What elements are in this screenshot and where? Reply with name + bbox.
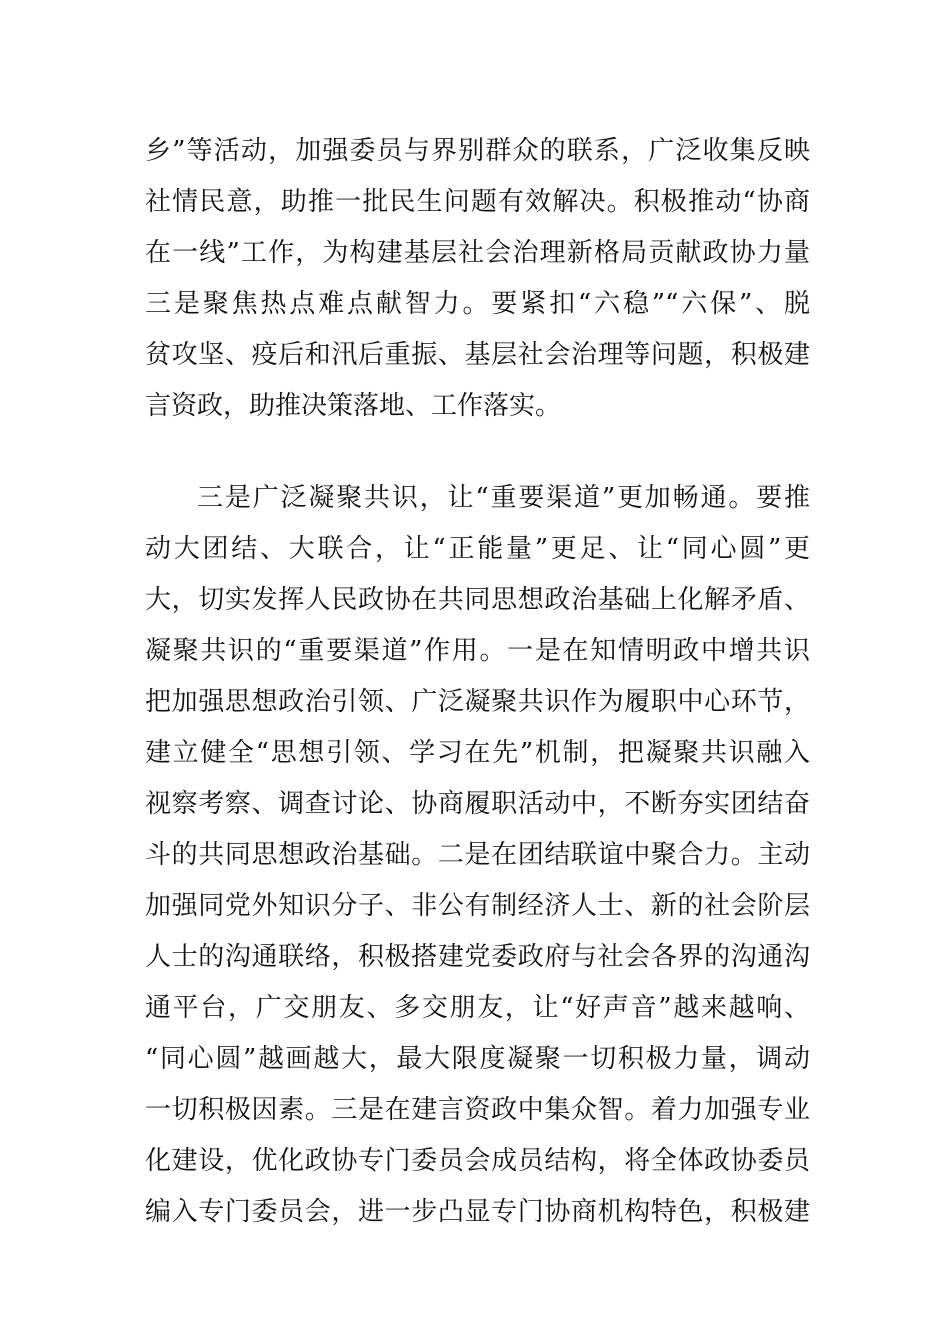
text-line: 通平台，广交朋友、多交朋友，让“好声音”越来越响、 <box>145 993 810 1023</box>
text-line: 编入专门委员会，进一步凸显专门协商机构特色，积极建 <box>145 1197 810 1227</box>
text-line: “同心圆”越画越大，最大限度凝聚一切积极力量，调动 <box>145 1044 810 1074</box>
text-line: 视察考察、调查讨论、协商履职活动中，不断夯实团结奋 <box>145 789 810 819</box>
text-line: 加强同党外知识分子、非公有制经济人士、新的社会阶层 <box>145 891 810 921</box>
text-line: 动大团结、大联合，让“正能量”更足、让“同心圆”更 <box>145 534 810 564</box>
text-line: 三是聚焦热点难点献智力。要紧扣“六稳”“六保”、脱 <box>145 289 810 319</box>
text-line: 三是广泛凝聚共识，让“重要渠道”更加畅通。要推 <box>197 483 810 513</box>
paragraph-1 <box>145 126 810 432</box>
text-line: 社情民意，助推一批民生问题有效解决。积极推动“协商 <box>145 187 810 217</box>
text-line: 大，切实发挥人民政协在共同思想政治基础上化解矛盾、 <box>145 585 810 615</box>
text-line: 凝聚共识的“重要渠道”作用。一是在知情明政中增共识 <box>145 636 810 666</box>
text-line: 人士的沟通联络，积极搭建党委政府与社会各界的沟通沟 <box>145 942 810 972</box>
text-line: 乡”等活动，加强委员与界别群众的联系，广泛收集反映 <box>145 136 810 166</box>
text-line: 化建设，优化政协专门委员会成员结构，将全体政协委员 <box>145 1146 810 1176</box>
text-line: 贫攻坚、疫后和汛后重振、基层社会治理等问题，积极建 <box>145 340 810 370</box>
text-line: 在一线”工作，为构建基层社会治理新格局贡献政协力量 <box>145 238 810 268</box>
text-line: 建立健全“思想引领、学习在先”机制，把凝聚共识融入 <box>145 738 810 768</box>
text-line: 斗的共同思想政治基础。二是在团结联谊中聚合力。主动 <box>145 840 810 870</box>
text-line: 把加强思想政治引领、广泛凝聚共识作为履职中心环节， <box>145 687 810 717</box>
paragraph-2 <box>145 473 810 1238</box>
text-line: 言资政，助推决策落地、工作落实。 <box>145 391 562 421</box>
text-line: 一切积极因素。三是在建言资政中集众智。着力加强专业 <box>145 1095 810 1125</box>
